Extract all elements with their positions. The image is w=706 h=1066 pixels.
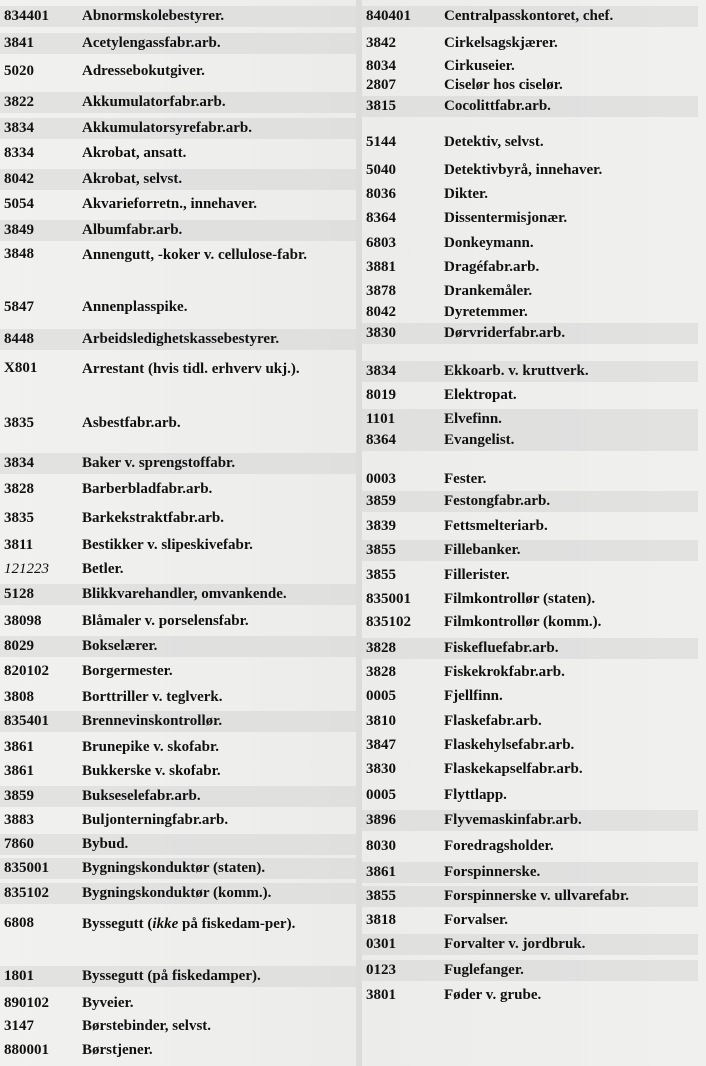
entry-label: Drankemåler. bbox=[444, 283, 533, 299]
entry-code: 3881 bbox=[366, 259, 396, 275]
entry-code: 835401 bbox=[4, 713, 49, 729]
entry-code: 3828 bbox=[4, 481, 34, 497]
list-item bbox=[362, 886, 698, 907]
entry-label: Dikter. bbox=[444, 186, 489, 202]
entry-label: Forspinnerske. bbox=[444, 864, 541, 880]
list-item bbox=[0, 687, 356, 708]
list-item bbox=[0, 413, 356, 434]
list-item bbox=[0, 508, 356, 529]
list-item bbox=[362, 565, 698, 586]
entry-code: 3811 bbox=[4, 537, 34, 553]
entry-code: 3830 bbox=[366, 761, 396, 777]
entry-label: Cirkelsagskjærer. bbox=[444, 35, 558, 51]
entry-label: Elektropat. bbox=[444, 387, 517, 403]
list-item bbox=[362, 638, 698, 659]
list-item bbox=[362, 132, 698, 153]
entry-label: Detektivbyrå, innehaver. bbox=[444, 162, 603, 178]
list-item bbox=[0, 194, 356, 215]
entry-label: Arbeidsledighetskassebestyrer. bbox=[82, 331, 280, 347]
list-item bbox=[0, 1016, 356, 1037]
list-item bbox=[0, 92, 356, 113]
list-item bbox=[362, 361, 698, 382]
list-item bbox=[362, 934, 698, 955]
entry-code: 8364 bbox=[366, 432, 396, 448]
list-item bbox=[0, 6, 356, 27]
entry-code: 3883 bbox=[4, 812, 34, 828]
list-item bbox=[362, 96, 698, 117]
entry-label: Føder v. grube. bbox=[444, 987, 542, 1003]
entry-code: 8036 bbox=[366, 186, 396, 202]
list-item bbox=[0, 358, 356, 406]
entry-code: 0005 bbox=[366, 688, 396, 704]
entry-label: Annengutt, -koker v. cellulose-fabr. bbox=[82, 247, 308, 263]
entry-label: Fillerister. bbox=[444, 567, 510, 583]
list-item bbox=[362, 662, 698, 683]
list-item bbox=[0, 810, 356, 831]
entry-label: Annenplasspike. bbox=[82, 299, 188, 315]
list-item bbox=[362, 910, 698, 931]
entry-label: Fiskekrokfabr.arb. bbox=[444, 664, 565, 680]
entry-code: 8034 bbox=[366, 58, 396, 74]
list-item bbox=[0, 611, 356, 632]
entry-label: Fillebanker. bbox=[444, 542, 521, 558]
entry-label: Forvalser. bbox=[444, 912, 509, 928]
entry-code: 3835 bbox=[4, 415, 34, 431]
entry-code: 6808 bbox=[4, 915, 34, 931]
entry-label: Flyvemaskinfabr.arb. bbox=[444, 812, 582, 828]
entry-code: 835102 bbox=[4, 885, 49, 901]
entry-label: Bukseselefabr.arb. bbox=[82, 788, 201, 804]
entry-label: Bukkerske v. skofabr. bbox=[82, 763, 221, 779]
entry-label: Borgermester. bbox=[82, 663, 173, 679]
entry-code: 3842 bbox=[366, 35, 396, 51]
list-item bbox=[362, 711, 698, 732]
entry-code: 0301 bbox=[366, 936, 396, 952]
entry-code: 3855 bbox=[366, 567, 396, 583]
entry-label: Acetylengassfabr.arb. bbox=[82, 35, 221, 51]
entry-label: Cocolittfabr.arb. bbox=[444, 98, 551, 114]
list-item bbox=[362, 686, 698, 707]
entry-code: 3822 bbox=[4, 94, 34, 110]
list-item bbox=[362, 302, 698, 323]
entry-code: 3834 bbox=[4, 120, 34, 136]
list-item bbox=[0, 834, 356, 855]
entry-label: Børstebinder, selvst. bbox=[82, 1018, 212, 1034]
entry-label: Baker v. sprengstoffabr. bbox=[82, 455, 236, 471]
entry-label: Flaskefabr.arb. bbox=[444, 713, 542, 729]
entry-code: 5847 bbox=[4, 299, 34, 315]
list-item bbox=[362, 6, 698, 27]
entry-code: 5040 bbox=[366, 162, 396, 178]
list-item bbox=[0, 584, 356, 605]
entry-label: Evangelist. bbox=[444, 432, 515, 448]
entry-code: 3828 bbox=[366, 640, 396, 656]
entry-label: Cirkuseier. bbox=[444, 58, 515, 74]
list-item bbox=[362, 491, 698, 512]
entry-code: 3810 bbox=[366, 713, 396, 729]
entry-label: Akkumulatorfabr.arb. bbox=[82, 94, 226, 110]
list-item bbox=[0, 535, 356, 556]
entry-code: 8042 bbox=[4, 171, 34, 187]
entry-label: Flaskekapselfabr.arb. bbox=[444, 761, 583, 777]
list-item bbox=[362, 516, 698, 537]
entry-code: 835102 bbox=[366, 614, 411, 630]
entry-code: 121223 bbox=[4, 561, 49, 577]
entry-code: 3828 bbox=[366, 664, 396, 680]
list-item bbox=[362, 612, 698, 633]
entry-code: 3815 bbox=[366, 98, 396, 114]
entry-label: Ciselør hos ciselør. bbox=[444, 77, 563, 93]
entry-code: 3861 bbox=[4, 763, 34, 779]
entry-code: 3835 bbox=[4, 510, 34, 526]
entry-label: Forspinnerske v. ullvarefabr. bbox=[444, 888, 630, 904]
entry-label: Børstjener. bbox=[82, 1042, 153, 1058]
entry-code: 1801 bbox=[4, 968, 34, 984]
list-item bbox=[0, 33, 356, 54]
entry-code: 3855 bbox=[366, 888, 396, 904]
list-item bbox=[0, 143, 356, 164]
list-item bbox=[0, 993, 356, 1014]
entry-label: Akkumulatorsyrefabr.arb. bbox=[82, 120, 253, 136]
list-item bbox=[362, 735, 698, 756]
entry-label: Detektiv, selvst. bbox=[444, 134, 544, 150]
entry-code: 835001 bbox=[366, 591, 411, 607]
entry-label: Abnormskolebestyrer. bbox=[82, 8, 225, 24]
entry-code: 8042 bbox=[366, 304, 396, 320]
entry-label-part: på fiskedam-per). bbox=[178, 916, 296, 932]
list-item bbox=[362, 233, 698, 254]
list-item bbox=[0, 858, 356, 879]
entry-label: Blikkvarehandler, omvankende. bbox=[82, 586, 287, 602]
list-item bbox=[362, 281, 698, 302]
list-item bbox=[362, 160, 698, 181]
entry-code: 3147 bbox=[4, 1018, 34, 1034]
entry-label: Byssegutt (på fiskedamper). bbox=[82, 968, 261, 984]
entry-code: 3848 bbox=[4, 246, 34, 262]
entry-code: 3839 bbox=[366, 518, 396, 534]
list-item bbox=[0, 559, 356, 580]
entry-code: 3859 bbox=[366, 493, 396, 509]
entry-code: 2807 bbox=[366, 77, 396, 93]
list-item bbox=[0, 329, 356, 350]
entry-label: Bybud. bbox=[82, 836, 129, 852]
entry-label: Fuglefanger. bbox=[444, 962, 524, 978]
entry-code: 3834 bbox=[4, 455, 34, 471]
entry-code: 3896 bbox=[366, 812, 396, 828]
entry-label: Filmkontrollør (staten). bbox=[444, 591, 596, 607]
entry-label: Buljonterningfabr.arb. bbox=[82, 812, 229, 828]
entry-code: 8334 bbox=[4, 145, 34, 161]
entry-code: 840401 bbox=[366, 8, 411, 24]
entry-label: Fettsmelteriarb. bbox=[444, 518, 548, 534]
entry-code: 3859 bbox=[4, 788, 34, 804]
list-item bbox=[362, 759, 698, 780]
list-item bbox=[0, 220, 356, 241]
list-item bbox=[0, 883, 356, 904]
entry-label: Fjellfinn. bbox=[444, 688, 503, 704]
list-item bbox=[0, 169, 356, 190]
entry-code: 3808 bbox=[4, 689, 34, 705]
entry-label: Donkeymann. bbox=[444, 235, 534, 251]
entry-label: Dissentermisjonær. bbox=[444, 210, 568, 226]
entry-code: 0003 bbox=[366, 471, 396, 487]
entry-label: Flaskehylsefabr.arb. bbox=[444, 737, 575, 753]
list-item bbox=[0, 453, 356, 474]
entry-code: 7860 bbox=[4, 836, 34, 852]
entry-code: 3818 bbox=[366, 912, 396, 928]
entry-code: 8019 bbox=[366, 387, 396, 403]
entry-label: Barberbladfabr.arb. bbox=[82, 481, 213, 497]
entry-label: Bestikker v. slipeskivefabr. bbox=[82, 537, 253, 553]
entry-label: Festongfabr.arb. bbox=[444, 493, 551, 509]
entry-label: Betler. bbox=[82, 561, 124, 577]
list-item bbox=[362, 589, 698, 610]
entry-label: Bygningskonduktør (staten). bbox=[82, 860, 266, 876]
entry-code: 3830 bbox=[366, 325, 396, 341]
list-item bbox=[362, 385, 698, 406]
entry-code: 890102 bbox=[4, 995, 49, 1011]
entry-label: Brennevinskontrollør. bbox=[82, 713, 223, 729]
list-item bbox=[362, 540, 698, 561]
list-item bbox=[362, 56, 698, 77]
list-item bbox=[362, 985, 698, 1006]
entry-code: X801 bbox=[4, 360, 38, 376]
entry-label: Albumfabr.arb. bbox=[82, 222, 183, 238]
entry-label: Asbestfabr.arb. bbox=[82, 415, 181, 431]
entry-label: Barkekstraktfabr.arb. bbox=[82, 510, 224, 526]
entry-code: 3855 bbox=[366, 542, 396, 558]
entry-code: 3801 bbox=[366, 987, 396, 1003]
entry-code: 3861 bbox=[366, 864, 396, 880]
entry-code: 8448 bbox=[4, 331, 34, 347]
entry-code: 3834 bbox=[366, 363, 396, 379]
entry-label: Fiskefluefabr.arb. bbox=[444, 640, 559, 656]
list-item bbox=[362, 409, 698, 430]
entry-code: 3841 bbox=[4, 35, 34, 51]
entry-code: 3847 bbox=[366, 737, 396, 753]
entry-code: 5054 bbox=[4, 196, 34, 212]
entry-code: 3878 bbox=[366, 283, 396, 299]
list-item bbox=[0, 711, 356, 732]
entry-label-part: Byssegutt ( bbox=[82, 916, 153, 932]
entry-code: 5144 bbox=[366, 134, 396, 150]
entry-label: Akrobat, selvst. bbox=[82, 171, 183, 187]
list-item bbox=[0, 244, 356, 292]
entry-label: Akvarieforretn., innehaver. bbox=[82, 196, 257, 212]
entry-label: Adressebokutgiver. bbox=[82, 63, 205, 79]
entry-label: Bygningskonduktør (komm.). bbox=[82, 885, 272, 901]
entry-code: 3849 bbox=[4, 222, 34, 238]
list-item bbox=[0, 966, 356, 987]
entry-label: Centralpasskontoret, chef. bbox=[444, 8, 614, 24]
entry-code: 880001 bbox=[4, 1042, 49, 1058]
list-item bbox=[0, 636, 356, 657]
entry-code: 6803 bbox=[366, 235, 396, 251]
entry-label: Ekkoarb. v. kruttverk. bbox=[444, 363, 589, 379]
list-item bbox=[0, 737, 356, 758]
entry-label: Borttriller v. teglverk. bbox=[82, 689, 223, 705]
entry-code: 0005 bbox=[366, 787, 396, 803]
entry-label: Dyretemmer. bbox=[444, 304, 528, 320]
list-item bbox=[0, 479, 356, 500]
entry-code: 38098 bbox=[4, 613, 42, 629]
entry-code: 3861 bbox=[4, 739, 34, 755]
list-item bbox=[362, 184, 698, 205]
entry-label: Dragéfabr.arb. bbox=[444, 259, 540, 275]
entry-label: Dørvriderfabr.arb. bbox=[444, 325, 566, 341]
entry-code: 8030 bbox=[366, 838, 396, 854]
list-item bbox=[0, 661, 356, 682]
list-item bbox=[0, 118, 356, 139]
entry-code: 8364 bbox=[366, 210, 396, 226]
entry-label bbox=[82, 913, 356, 936]
entry-label: Foredragsholder. bbox=[444, 838, 554, 854]
entry-label: Arrestant (hvis tidl. erhverv ukj.). bbox=[82, 361, 300, 377]
list-item bbox=[362, 430, 698, 451]
entry-code: 834401 bbox=[4, 8, 49, 24]
list-item bbox=[0, 913, 356, 961]
entry-code: 5020 bbox=[4, 63, 34, 79]
list-item bbox=[362, 469, 698, 490]
entry-label: Filmkontrollør (komm.). bbox=[444, 614, 602, 630]
entry-code: 0123 bbox=[366, 962, 396, 978]
list-item bbox=[0, 761, 356, 782]
list-item bbox=[0, 786, 356, 807]
entry-label: Fester. bbox=[444, 471, 487, 487]
entry-label: Blåmaler v. porselensfabr. bbox=[82, 613, 249, 629]
entry-code: 5128 bbox=[4, 586, 34, 602]
list-item bbox=[0, 1040, 356, 1061]
list-item bbox=[362, 323, 698, 344]
entry-code: 8029 bbox=[4, 638, 34, 654]
list-item bbox=[362, 33, 698, 54]
list-item bbox=[0, 297, 356, 318]
entry-label-emphasis: ikke bbox=[152, 916, 179, 932]
list-item bbox=[362, 257, 698, 278]
entry-label: Brunepike v. skofabr. bbox=[82, 739, 219, 755]
list-item bbox=[362, 810, 698, 831]
list-item bbox=[362, 785, 698, 806]
list-item bbox=[362, 208, 698, 229]
entry-label: Byveier. bbox=[82, 995, 134, 1011]
list-item bbox=[0, 61, 356, 82]
entry-label: Flyttlapp. bbox=[444, 787, 507, 803]
list-item bbox=[362, 862, 698, 883]
entry-label: Elvefinn. bbox=[444, 411, 502, 427]
entry-code: 820102 bbox=[4, 663, 49, 679]
list-item bbox=[362, 960, 698, 981]
list-item bbox=[362, 836, 698, 857]
entry-code: 1101 bbox=[366, 411, 396, 427]
entry-label: Forvalter v. jordbruk. bbox=[444, 936, 586, 952]
entry-code: 835001 bbox=[4, 860, 49, 876]
list-item bbox=[362, 75, 698, 96]
entry-label: Akrobat, ansatt. bbox=[82, 145, 187, 161]
entry-label: Bokselærer. bbox=[82, 638, 158, 654]
